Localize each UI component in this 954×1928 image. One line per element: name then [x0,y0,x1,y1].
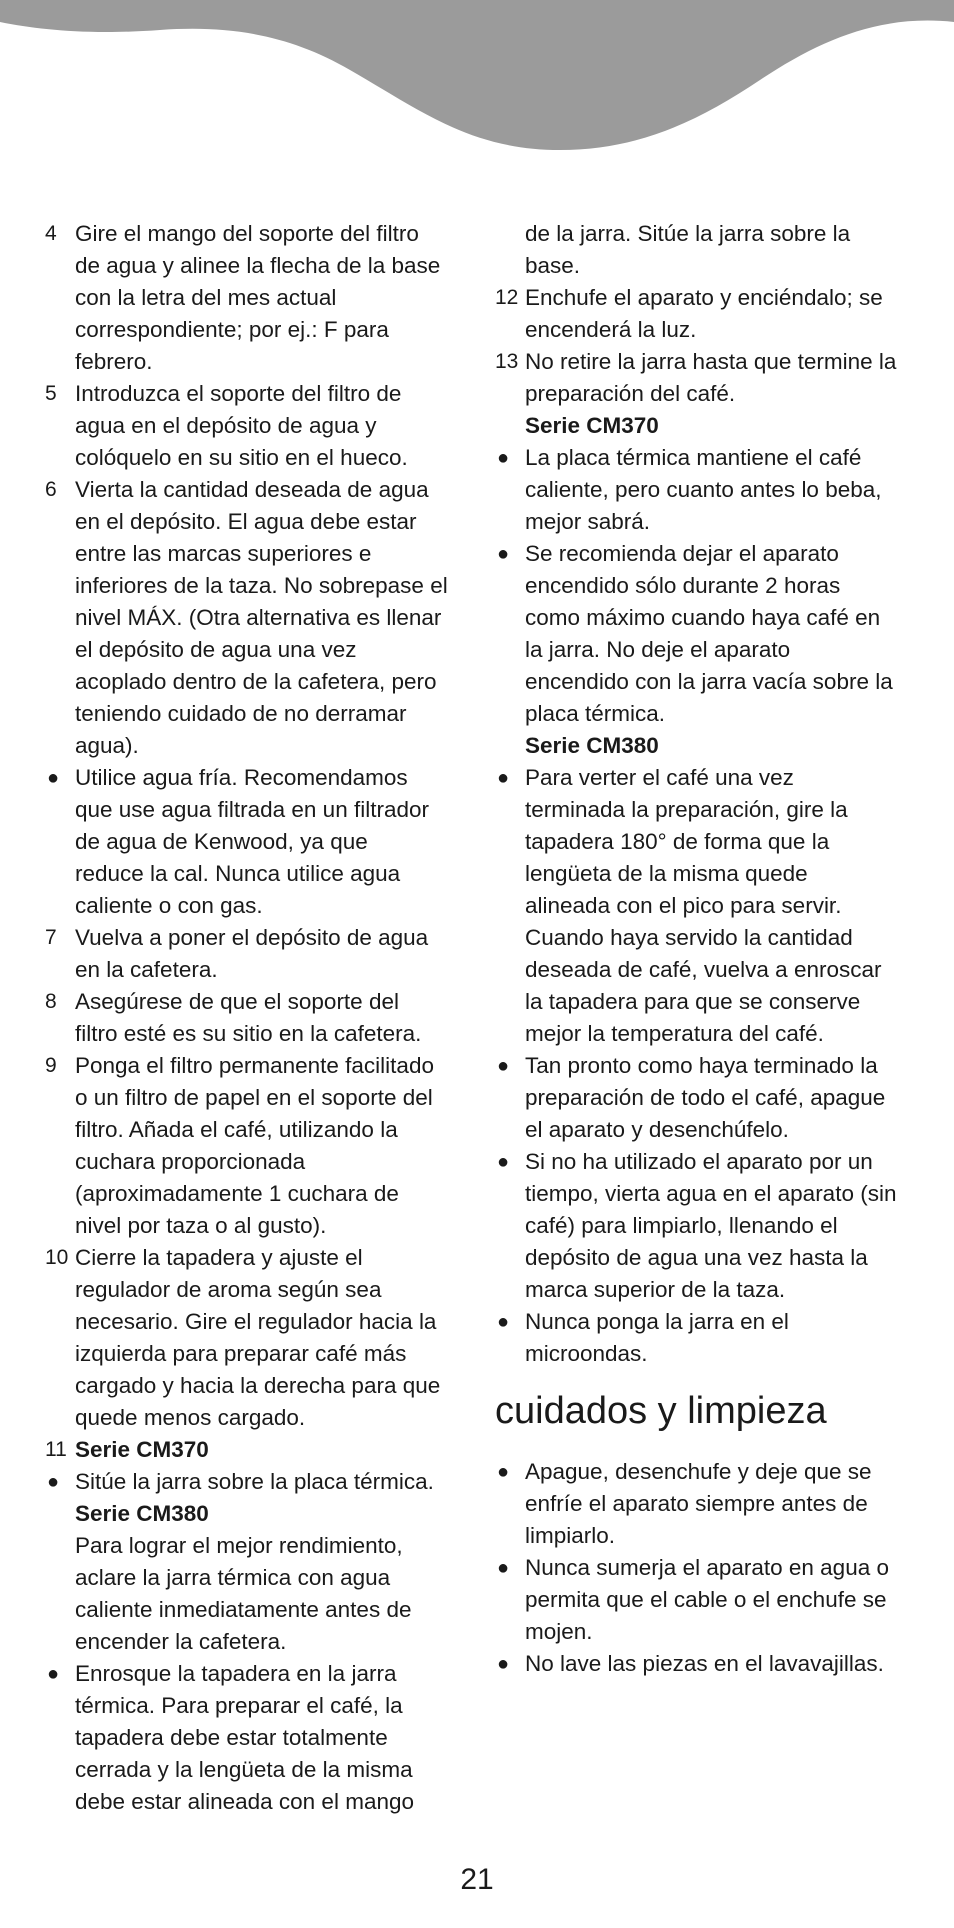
line-text: cargado y hacia la derecha para que [75,1373,441,1398]
text-line [45,378,465,410]
line-text: Sitúe la jarra sobre la placa térmica. [75,1469,434,1494]
step-number: 7 [45,926,57,949]
text-line [495,1338,915,1370]
line-text: placa térmica. [525,701,666,726]
text-line [45,1786,465,1818]
text-line [45,986,465,1018]
text-line [45,442,465,474]
text-line [495,442,915,474]
text-line [495,698,915,730]
section-heading: cuidados y limpieza [495,1390,827,1432]
care-instructions [495,1456,915,1680]
instructions-continued [495,218,915,1370]
text-line [495,1488,915,1520]
text-line [495,1146,915,1178]
text-line [495,602,915,634]
text-line [45,1306,465,1338]
right-column [495,218,915,1680]
text-line [495,1082,915,1114]
line-text: Enchufe el aparato y enciéndalo; se [525,285,883,310]
line-text: nivel MÁX. (Otra alternativa es llenar [75,605,442,630]
line-text: reduce la cal. Nunca utilice agua [75,861,401,886]
line-text: encendido sólo durante 2 horas [525,573,841,598]
bullet-icon: ● [497,1557,510,1579]
line-text: Apague, desenchufe y deje que se [525,1459,872,1484]
line-text: base. [525,253,581,278]
line-text: Se recomienda dejar el aparato [525,541,839,566]
text-line [45,890,465,922]
line-text: Introduzca el soporte del filtro de [75,381,402,406]
line-text: tapadera 180° de forma que la [525,829,830,854]
text-line [45,570,465,602]
text-line [495,1584,915,1616]
text-line [45,1274,465,1306]
text-line [495,282,915,314]
step-number: 13 [495,350,519,373]
text-line [45,538,465,570]
line-text: Vuelva a poner el depósito de agua [75,925,429,950]
text-line [45,410,465,442]
text-line [495,1018,915,1050]
step-number: 6 [45,478,57,501]
line-text: de agua y alinee la flecha de la base [75,253,441,278]
line-text: enfríe el aparato siempre antes de [525,1491,868,1516]
text-line [45,282,465,314]
line-text: quede menos cargado. [75,1405,306,1430]
line-text: caliente, pero cuanto antes lo beba, [525,477,882,502]
line-text: en el depósito. El agua debe estar [75,509,417,534]
line-text: Tan pronto como haya terminado la [525,1053,878,1078]
text-line [45,730,465,762]
line-text: Nunca ponga la jarra en el [525,1309,789,1334]
text-line [45,1530,465,1562]
line-text: térmica. Para preparar el café, la [75,1693,403,1718]
line-text: acoplado dentro de la cafetera, pero [75,669,437,694]
line-text: regulador de aroma según sea [75,1277,382,1302]
text-line [45,602,465,634]
text-line [495,634,915,666]
text-line [45,1658,465,1690]
line-text: La placa térmica mantiene el café [525,445,862,470]
text-line [45,1018,465,1050]
text-line [45,1690,465,1722]
text-line [45,506,465,538]
series-label: Serie CM370 [75,1437,209,1462]
line-text: izquierda para preparar café más [75,1341,407,1366]
text-line [45,1338,465,1370]
bullet-icon: ● [497,1311,510,1333]
step-number: 10 [45,1246,69,1269]
text-line [495,538,915,570]
text-line [495,1210,915,1242]
bullet-icon: ● [497,1055,510,1077]
text-line [45,1466,465,1498]
line-text: necesario. Gire el regulador hacia la [75,1309,437,1334]
text-line [495,954,915,986]
text-line [45,474,465,506]
text-line [495,1114,915,1146]
line-text: (aproximadamente 1 cuchara de [75,1181,399,1206]
bullet-icon: ● [497,1461,510,1483]
text-line [495,1552,915,1584]
line-text: cuchara proporcionada [75,1149,306,1174]
line-text: preparación del café. [525,381,736,406]
line-text: inferiores de la taza. No sobrepase el [75,573,448,598]
line-text: Para verter el café una vez [525,765,794,790]
line-text: teniendo cuidado de no derramar [75,701,407,726]
text-line [45,1594,465,1626]
text-line [45,1498,465,1530]
text-line [45,794,465,826]
text-line [495,218,915,250]
line-text: el aparato y desenchúfelo. [525,1117,789,1142]
text-line [45,1754,465,1786]
text-line [495,1274,915,1306]
line-text: que use agua filtrada en un filtrador [75,797,429,822]
text-line [45,1146,465,1178]
text-line [45,1562,465,1594]
text-line [45,858,465,890]
text-line [45,250,465,282]
line-text: Asegúrese de que el soporte del [75,989,399,1014]
step-number: 5 [45,382,57,405]
line-text: como máximo cuando haya café en [525,605,881,630]
text-line [45,1114,465,1146]
step-number: 9 [45,1054,57,1077]
line-text: la jarra. No deje el aparato [525,637,791,662]
text-line [495,730,915,762]
text-line [45,1082,465,1114]
line-text: limpiarlo. [525,1523,616,1548]
text-line [45,1210,465,1242]
line-text: correspondiente; por ej.: F para [75,317,389,342]
text-line [495,1178,915,1210]
text-line [45,1050,465,1082]
left-column [45,218,465,1818]
bullet-icon: ● [497,447,510,469]
text-line [45,922,465,954]
line-text: caliente inmediatamente antes de [75,1597,412,1622]
line-text: la tapadera para que se conserve [525,989,861,1014]
text-line [495,314,915,346]
wave-shape [0,0,954,150]
line-text: con la letra del mes actual [75,285,337,310]
text-line [495,858,915,890]
text-line [495,1050,915,1082]
text-line [495,378,915,410]
text-line [495,346,915,378]
line-text: microondas. [525,1341,648,1366]
line-text: en la cafetera. [75,957,218,982]
text-line [495,1242,915,1274]
line-text: caliente o con gas. [75,893,263,918]
bullet-icon: ● [47,1663,60,1685]
text-line [495,250,915,282]
line-text: filtro. Añada el café, utilizando la [75,1117,398,1142]
line-text: Gire el mango del soporte del filtro [75,221,419,246]
line-text: febrero. [75,349,153,374]
line-text: colóquelo en su sitio en el hueco. [75,445,408,470]
text-line [45,314,465,346]
text-line [495,986,915,1018]
text-line [45,1178,465,1210]
line-text: Si no ha utilizado el aparato por un [525,1149,873,1174]
bullet-icon: ● [47,767,60,789]
line-text: nivel por taza o al gusto). [75,1213,327,1238]
line-text: encenderá la luz. [525,317,697,342]
bullet-icon: ● [497,543,510,565]
line-text: tapadera debe estar totalmente [75,1725,388,1750]
bullet-icon: ● [47,1471,60,1493]
line-text: cerrada y la lengüeta de la misma [75,1757,413,1782]
text-line [45,1242,465,1274]
line-text: de la jarra. Sitúe la jarra sobre la [525,221,851,246]
line-text: o un filtro de papel en el soporte del [75,1085,433,1110]
line-text: Para lograr el mejor rendimiento, [75,1533,403,1558]
line-text: marca superior de la taza. [525,1277,786,1302]
line-text: agua). [75,733,139,758]
text-line [45,666,465,698]
line-text: agua en el depósito de agua y [75,413,377,438]
header-wave-banner [0,0,954,160]
line-text: filtro esté es su sitio en la cafetera. [75,1021,422,1046]
series-label: Serie CM380 [525,733,659,758]
line-text: Ponga el filtro permanente facilitado [75,1053,434,1078]
text-line [495,826,915,858]
text-line [45,1370,465,1402]
line-text: depósito de agua una vez hasta la [525,1245,868,1270]
step-number: 11 [45,1438,67,1461]
line-text: deseada de café, vuelva a enroscar [525,957,882,982]
text-line [45,346,465,378]
text-line [495,474,915,506]
text-line [495,506,915,538]
text-line [495,890,915,922]
line-text: permita que el cable o el enchufe se [525,1587,887,1612]
line-text: mejor la temperatura del café. [525,1021,824,1046]
line-text: No lave las piezas en el lavavajillas. [525,1651,884,1676]
text-line [45,634,465,666]
text-line [45,762,465,794]
line-text: café) para limpiarlo, llenando el [525,1213,838,1238]
step-number: 12 [495,286,519,309]
step-number: 8 [45,990,57,1013]
line-text: el depósito de agua una vez [75,637,357,662]
line-text: encendido con la jarra vacía sobre la [525,669,893,694]
line-text: debe estar alineada con el mango [75,1789,414,1814]
text-line [495,570,915,602]
text-line [495,922,915,954]
text-line [45,1626,465,1658]
text-line [495,1616,915,1648]
line-text: Nunca sumerja el aparato en agua o [525,1555,889,1580]
text-line [495,1456,915,1488]
line-text: Cuando haya servido la cantidad [525,925,853,950]
series-label: Serie CM370 [525,413,659,438]
line-text: alineada con el pico para servir. [525,893,842,918]
bullet-icon: ● [497,1653,510,1675]
text-line [495,410,915,442]
step-number: 4 [45,222,57,245]
bullet-icon: ● [497,767,510,789]
page-number: 21 [460,1863,494,1896]
text-line [45,1722,465,1754]
line-text: Vierta la cantidad deseada de agua [75,477,429,502]
series-label: Serie CM380 [75,1501,209,1526]
text-line [495,1520,915,1552]
line-text: mojen. [525,1619,593,1644]
text-line [45,698,465,730]
line-text: encender la cafetera. [75,1629,287,1654]
text-line [495,1648,915,1680]
line-text: Cierre la tapadera y ajuste el [75,1245,363,1270]
text-line [45,826,465,858]
line-text: de agua de Kenwood, ya que [75,829,368,854]
text-line [45,1434,465,1466]
text-line [495,762,915,794]
text-line [45,1402,465,1434]
line-text: lengüeta de la misma quede [525,861,808,886]
line-text: tiempo, vierta agua en el aparato (sin [525,1181,897,1206]
line-text: mejor sabrá. [525,509,651,534]
line-text: terminada la preparación, gire la [525,797,848,822]
line-text: Enrosque la tapadera en la jarra [75,1661,397,1686]
text-line [495,794,915,826]
text-line [495,1306,915,1338]
text-line [45,218,465,250]
text-line [495,666,915,698]
text-line [45,954,465,986]
bullet-icon: ● [497,1151,510,1173]
line-text: Utilice agua fría. Recomendamos [75,765,408,790]
line-text: No retire la jarra hasta que termine la [525,349,897,374]
line-text: entre las marcas superiores e [75,541,372,566]
line-text: preparación de todo el café, apague [525,1085,886,1110]
line-text: aclare la jarra térmica con agua [75,1565,391,1590]
